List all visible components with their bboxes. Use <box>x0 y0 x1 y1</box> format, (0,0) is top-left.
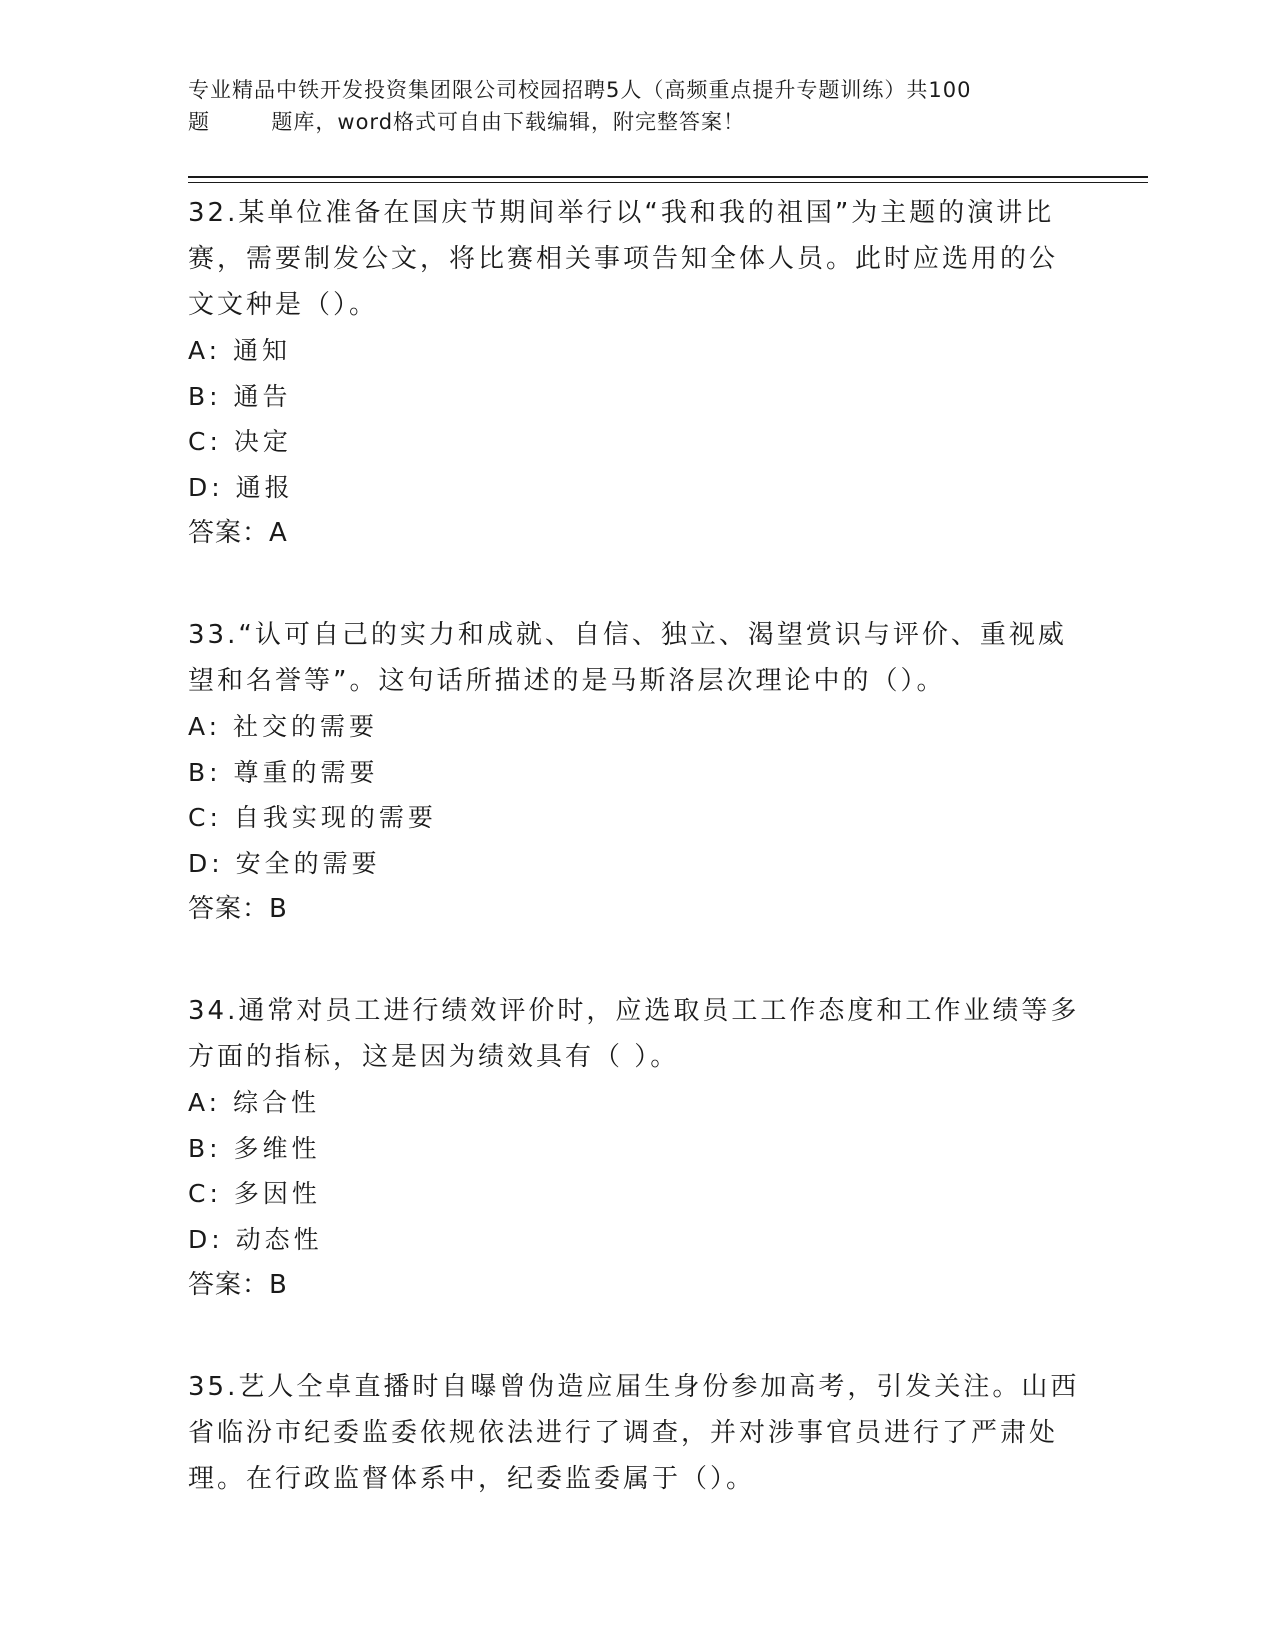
question-stem <box>188 988 1088 1080</box>
answer-line: 答案：B <box>188 1270 288 1300</box>
header-line-2: 题 题库，word格式可自由下载编辑，附完整答案！ <box>188 110 746 134</box>
question-stem <box>188 190 1088 328</box>
answer-line: 答案：B <box>188 894 288 924</box>
option-d: D: 通报 <box>188 472 294 502</box>
option-b: B: 尊重的需要 <box>188 757 379 787</box>
document-header <box>188 74 1088 138</box>
option-a: A: 社交的需要 <box>188 712 379 741</box>
stem-line: 34.通常对员工进行绩效评价时，应选取员工工作态度和工作业绩等多 <box>188 996 1080 1026</box>
stem-line: 32.某单位准备在国庆节期间举行以“我和我的祖国”为主题的演讲比 <box>188 198 1055 228</box>
stem-line: 35.艺人仝卓直播时自曝曾伪造应届生身份参加高考，引发关注。山西 <box>188 1372 1080 1402</box>
option-d: D: 安全的需要 <box>188 848 381 878</box>
option-a: A: 通知 <box>188 336 292 365</box>
question-35 <box>188 1364 1088 1502</box>
answer-line: 答案：A <box>188 518 288 548</box>
stem-line: 省临汾市纪委监委依规依法进行了调查，并对涉事官员进行了严肃处 <box>188 1418 1059 1448</box>
option-b: B: 多维性 <box>188 1133 321 1163</box>
question-34 <box>188 988 1088 1308</box>
header-divider-thin <box>188 182 1148 183</box>
question-33 <box>188 612 1088 932</box>
question-list <box>188 190 1088 1558</box>
stem-line: 33.“认可自己的实力和成就、自信、独立、渴望赏识与评价、重视威 <box>188 620 1067 650</box>
question-stem <box>188 1364 1088 1502</box>
option-a: A: 综合性 <box>188 1088 321 1117</box>
stem-line: 文文种是（）。 <box>188 290 379 320</box>
stem-line: 理。在行政监督体系中，纪委监委属于（）。 <box>188 1464 756 1494</box>
option-d: D: 动态性 <box>188 1224 323 1254</box>
stem-line: 望和名誉等”。这句话所描述的是马斯洛层次理论中的（）。 <box>188 666 946 696</box>
option-c: C: 多因性 <box>188 1179 321 1208</box>
stem-line: 赛，需要制发公文，将比赛相关事项告知全体人员。此时应选用的公 <box>188 244 1059 274</box>
question-stem <box>188 612 1088 704</box>
option-b: B: 通告 <box>188 381 292 411</box>
header-divider-thick <box>188 176 1148 178</box>
option-c: C: 自我实现的需要 <box>188 803 437 832</box>
question-32 <box>188 190 1088 556</box>
option-c: C: 决定 <box>188 427 292 456</box>
header-line-1: 专业精品中铁开发投资集团限公司校园招聘5人（高频重点提升专题训练）共100 <box>188 78 972 102</box>
stem-line: 方面的指标，这是因为绩效具有（ ）。 <box>188 1042 680 1072</box>
